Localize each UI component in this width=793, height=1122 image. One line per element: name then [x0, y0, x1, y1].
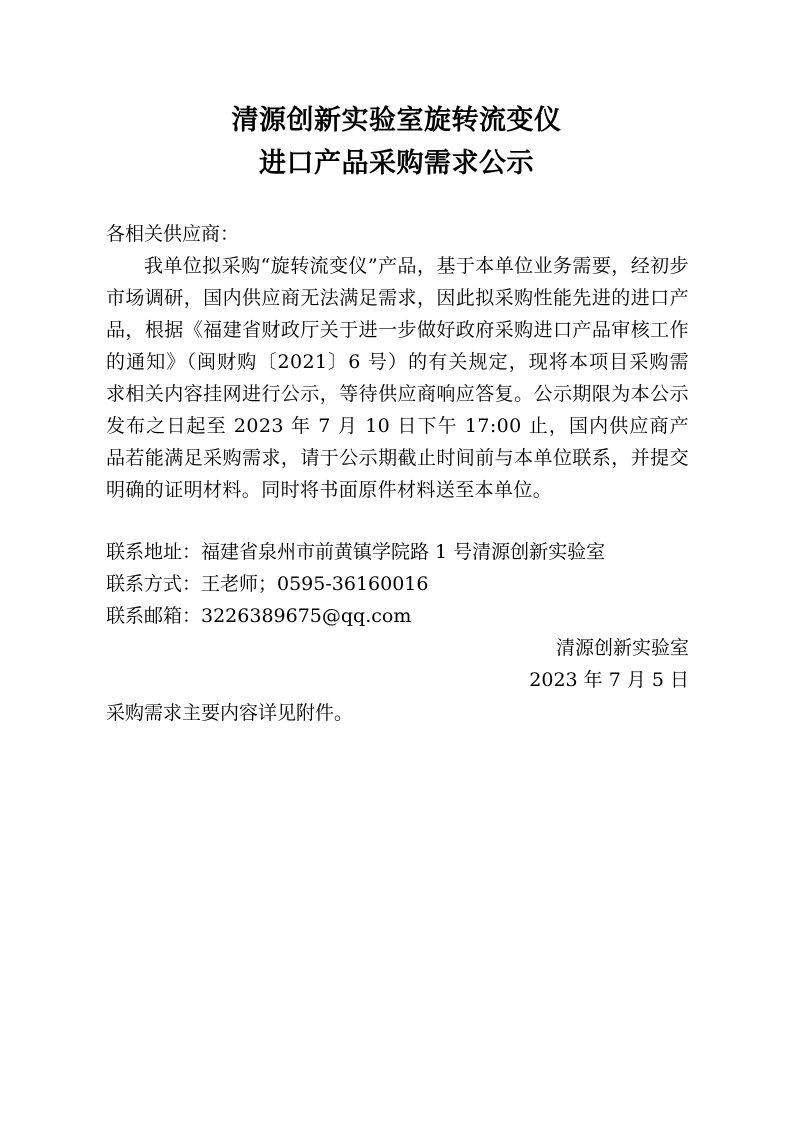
- contact-address: 联系地址：福建省泉州市前黄镇学院路 1 号清源创新实验室: [106, 541, 606, 563]
- body-paragraph: 我单位拟采购“旋转流变仪”产品，基于本单位业务需要，经初步市场调研，国内供应商无法满足需求，因此拟采购性能先进的进口产品，根据《福建省财政厅关于进一步做好政府采购进口产品审核工作的通知》（闽财购〔2021〕6 号）的有关规定，现将本项目采购需求相关内容挂网进行公示，等待供应商响应答复。公示期限为本公示发布之日起至 2023 年 7 月 10 日下午 17:00 止，国内供应商产品若能满足采购需求，请于公示期截止时间前与本单位联系，并提交明确的证明材料。同时将书面原件材料送至本单位。: [106, 255, 689, 501]
- signature-date: 2023 年 7 月 5 日: [529, 669, 689, 691]
- contact-email: 联系邮箱：3226389675@qq.com: [106, 605, 412, 627]
- signature-organization: 清源创新实验室: [555, 637, 689, 659]
- document-title-line2: 进口产品采购需求公示: [259, 148, 534, 179]
- salutation: 各相关供应商：: [106, 223, 240, 245]
- contact-phone: 联系方式：王老师；0595-36160016: [106, 573, 429, 595]
- attachment-note: 采购需求主要内容详见附件。: [106, 702, 354, 724]
- document-title-line1: 清源创新实验室旋转流变仪: [231, 105, 562, 136]
